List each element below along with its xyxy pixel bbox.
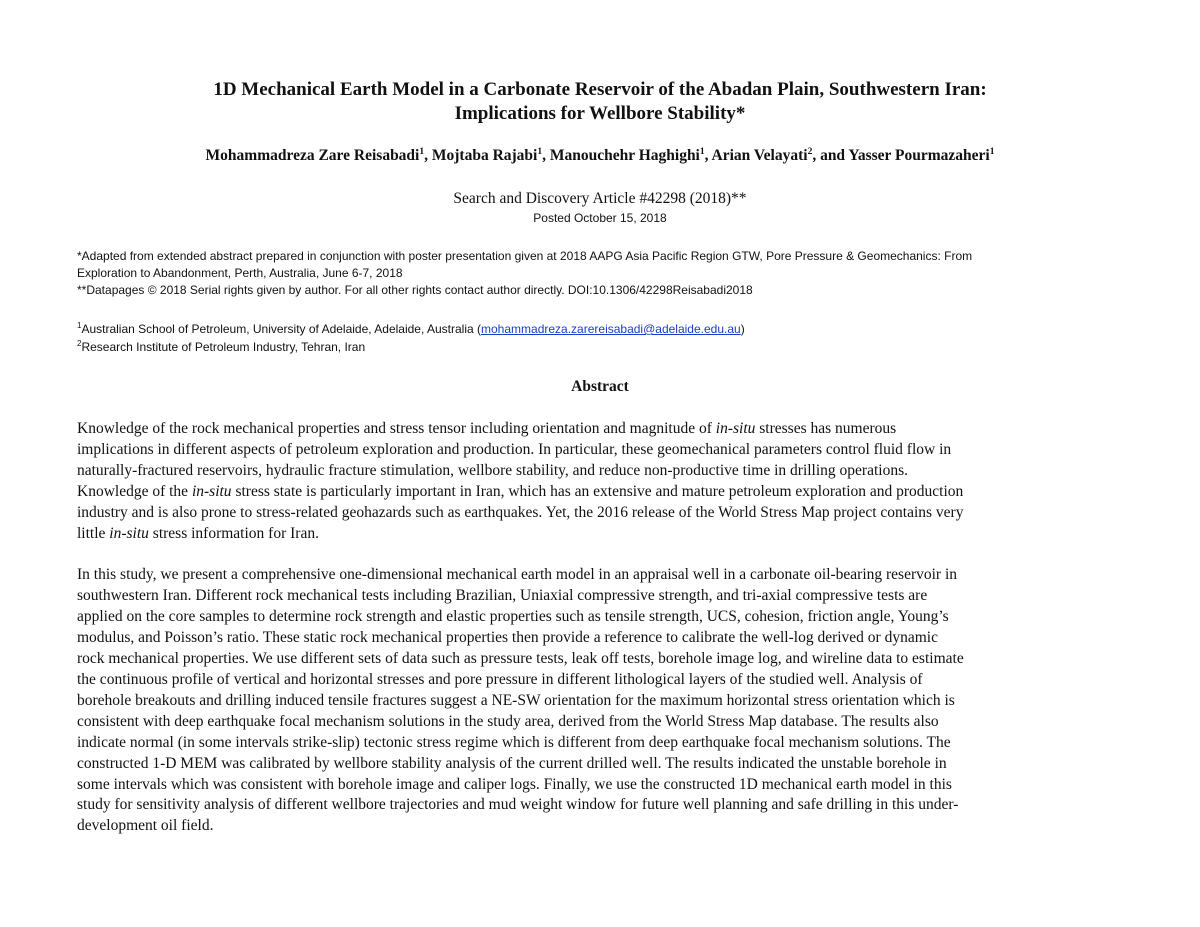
affiliation-number: 2 [77,339,82,348]
abstract-line: industry and is also prone to stress-related geohazards such as earthquakes. Yet, the 2016 release of the World Stress Map project contains very [77,503,964,521]
title-line-2: Implications for Wellbore Stability* [454,103,746,124]
abstract-heading: Abstract [571,378,629,395]
italic-term: in-situ [109,524,149,542]
abstract-paragraph [77,419,1125,544]
abstract-line: applied on the core samples to determine rock strength and elastic properties such as tensile strength, UCS, cohesion, friction angle, Young’s [77,608,949,626]
abstract-line: consistent with deep earthquake focal mechanism solutions in the study area, derived from the World Stress Map database. The results also [77,712,939,730]
author-separator: , and [812,147,849,164]
affiliations [77,320,1127,356]
abstract-line: study for sensitivity analysis of different wellbore trajectories and mud weight window for future well planning and safe drilling in this under- [77,796,959,814]
abstract-line: the continuous profile of vertical and horizontal stresses and pore pressure in different lithological layers of the studied well. Analysis of [77,670,923,688]
affiliation-text: Research Institute of Petroleum Industry, Tehran, Iran [81,340,366,354]
paper-title [0,78,1200,126]
abstract-line: indicate normal (in some intervals strike-slip) tectonic stress regime which is different from deep earthquake focal mechanism solutions. The [77,733,951,751]
abstract-line: borehole breakouts and drilling induced tensile fractures suggest a NE-SW orientation for the maximum horizontal stress orientation which is [77,691,955,709]
footnotes [77,248,1127,299]
abstract-line: development oil field. [77,817,214,835]
abstract-line: rock mechanical properties. We use different sets of data such as pressure tests, leak off tests, borehole image log, and wireline data to estimate [77,650,964,668]
italic-term: in-situ [715,420,756,437]
abstract-line: little in-situ stress information for Iran. [77,524,319,542]
author-name: Manouchehr Haghighi [549,147,700,164]
author-name: Mohammadreza Zare Reisabadi [205,147,420,164]
author-separator: , [424,147,432,164]
affiliation-text: Australian School of Petroleum, University of Adelaide, Adelaide, Australia ( [81,322,482,336]
abstract-line: southwestern Iran. Different rock mechanical tests including Brazilian, Uniaxial compressive strength, and tri-axial compressive tests are [77,587,928,605]
author-affiliation-marker: 1 [989,147,995,157]
affiliation-number: 1 [77,321,82,330]
italic-term: in-situ [191,482,232,500]
abstract-line: Knowledge of the in-situ stress state is particularly important in Iran, which has an extensive and mature petroleum exploration and production [77,482,964,500]
abstract-line: In this study, we present a comprehensive one-dimensional mechanical earth model in an appraisal well in a carbonate oil-bearing reservoir in [77,566,958,584]
abstract-line: naturally-fractured reservoirs, hydraulic fracture stimulation, wellbore stability, and reduce non-productive time in drilling operations. [77,461,908,479]
abstract-line: implications in different aspects of petroleum exploration and production. In particular, these geomechanical parameters control fluid flow in [77,440,952,458]
abstract-paragraph [77,565,1125,837]
title-line-1: 1D Mechanical Earth Model in a Carbonate Reservoir of the Abadan Plain, Southwestern Iran: [213,79,987,100]
author-name: Mojtaba Rajabi [431,147,538,164]
author-affiliation-marker: 1 [419,147,425,157]
author-affiliation-marker: 1 [537,147,543,157]
author-list [0,146,1200,166]
abstract-line: some intervals which was consistent with borehole image and caliper logs. Finally, we use the constructed 1D mechanical earth model in this [77,775,952,793]
author-email-link[interactable]: mohammadreza.zarereisabadi@adelaide.edu.au [481,322,741,336]
affiliation-1 [77,320,1127,338]
abstract-line: Knowledge of the rock mechanical properties and stress tensor including orientation and magnitude of in-situ stresses has numerous [77,420,897,437]
author-name: Arian Velayati [711,147,808,164]
author-name: Yasser Pourmazaheri [848,147,990,164]
posted-date: Posted October 15, 2018 [533,211,667,225]
adapted-note-line-2: Exploration to Abandonment, Perth, Australia, June 6-7, 2018 [77,266,403,280]
abstract-line: constructed 1-D MEM was calibrated by wellbore stability analysis of the current drilled well. The results indicated the unstable borehole in [77,754,947,772]
article-number: Search and Discovery Article #42298 (2018)** [453,190,747,207]
author-separator: , [704,147,712,164]
datapages-note: **Datapages © 2018 Serial rights given by author. For all other rights contact author directly. DOI:10.1306/42298Reisabadi2018 [77,283,753,297]
adapted-note-line-1: *Adapted from extended abstract prepared in conjunction with poster presentation given at 2018 AAPG Asia Pacific Region GTW, Pore Pressure & Geomechanics: From [77,249,973,263]
author-affiliation-marker: 2 [807,147,813,157]
author-separator: , [542,147,550,164]
affiliation-2 [77,338,1127,356]
abstract-body [77,419,1125,837]
abstract-line: modulus, and Poisson’s ratio. These static rock mechanical properties then provide a reference to calibrate the well-log derived or dynamic [77,629,938,647]
affiliation-close: ) [740,322,745,336]
author-affiliation-marker: 1 [699,147,705,157]
